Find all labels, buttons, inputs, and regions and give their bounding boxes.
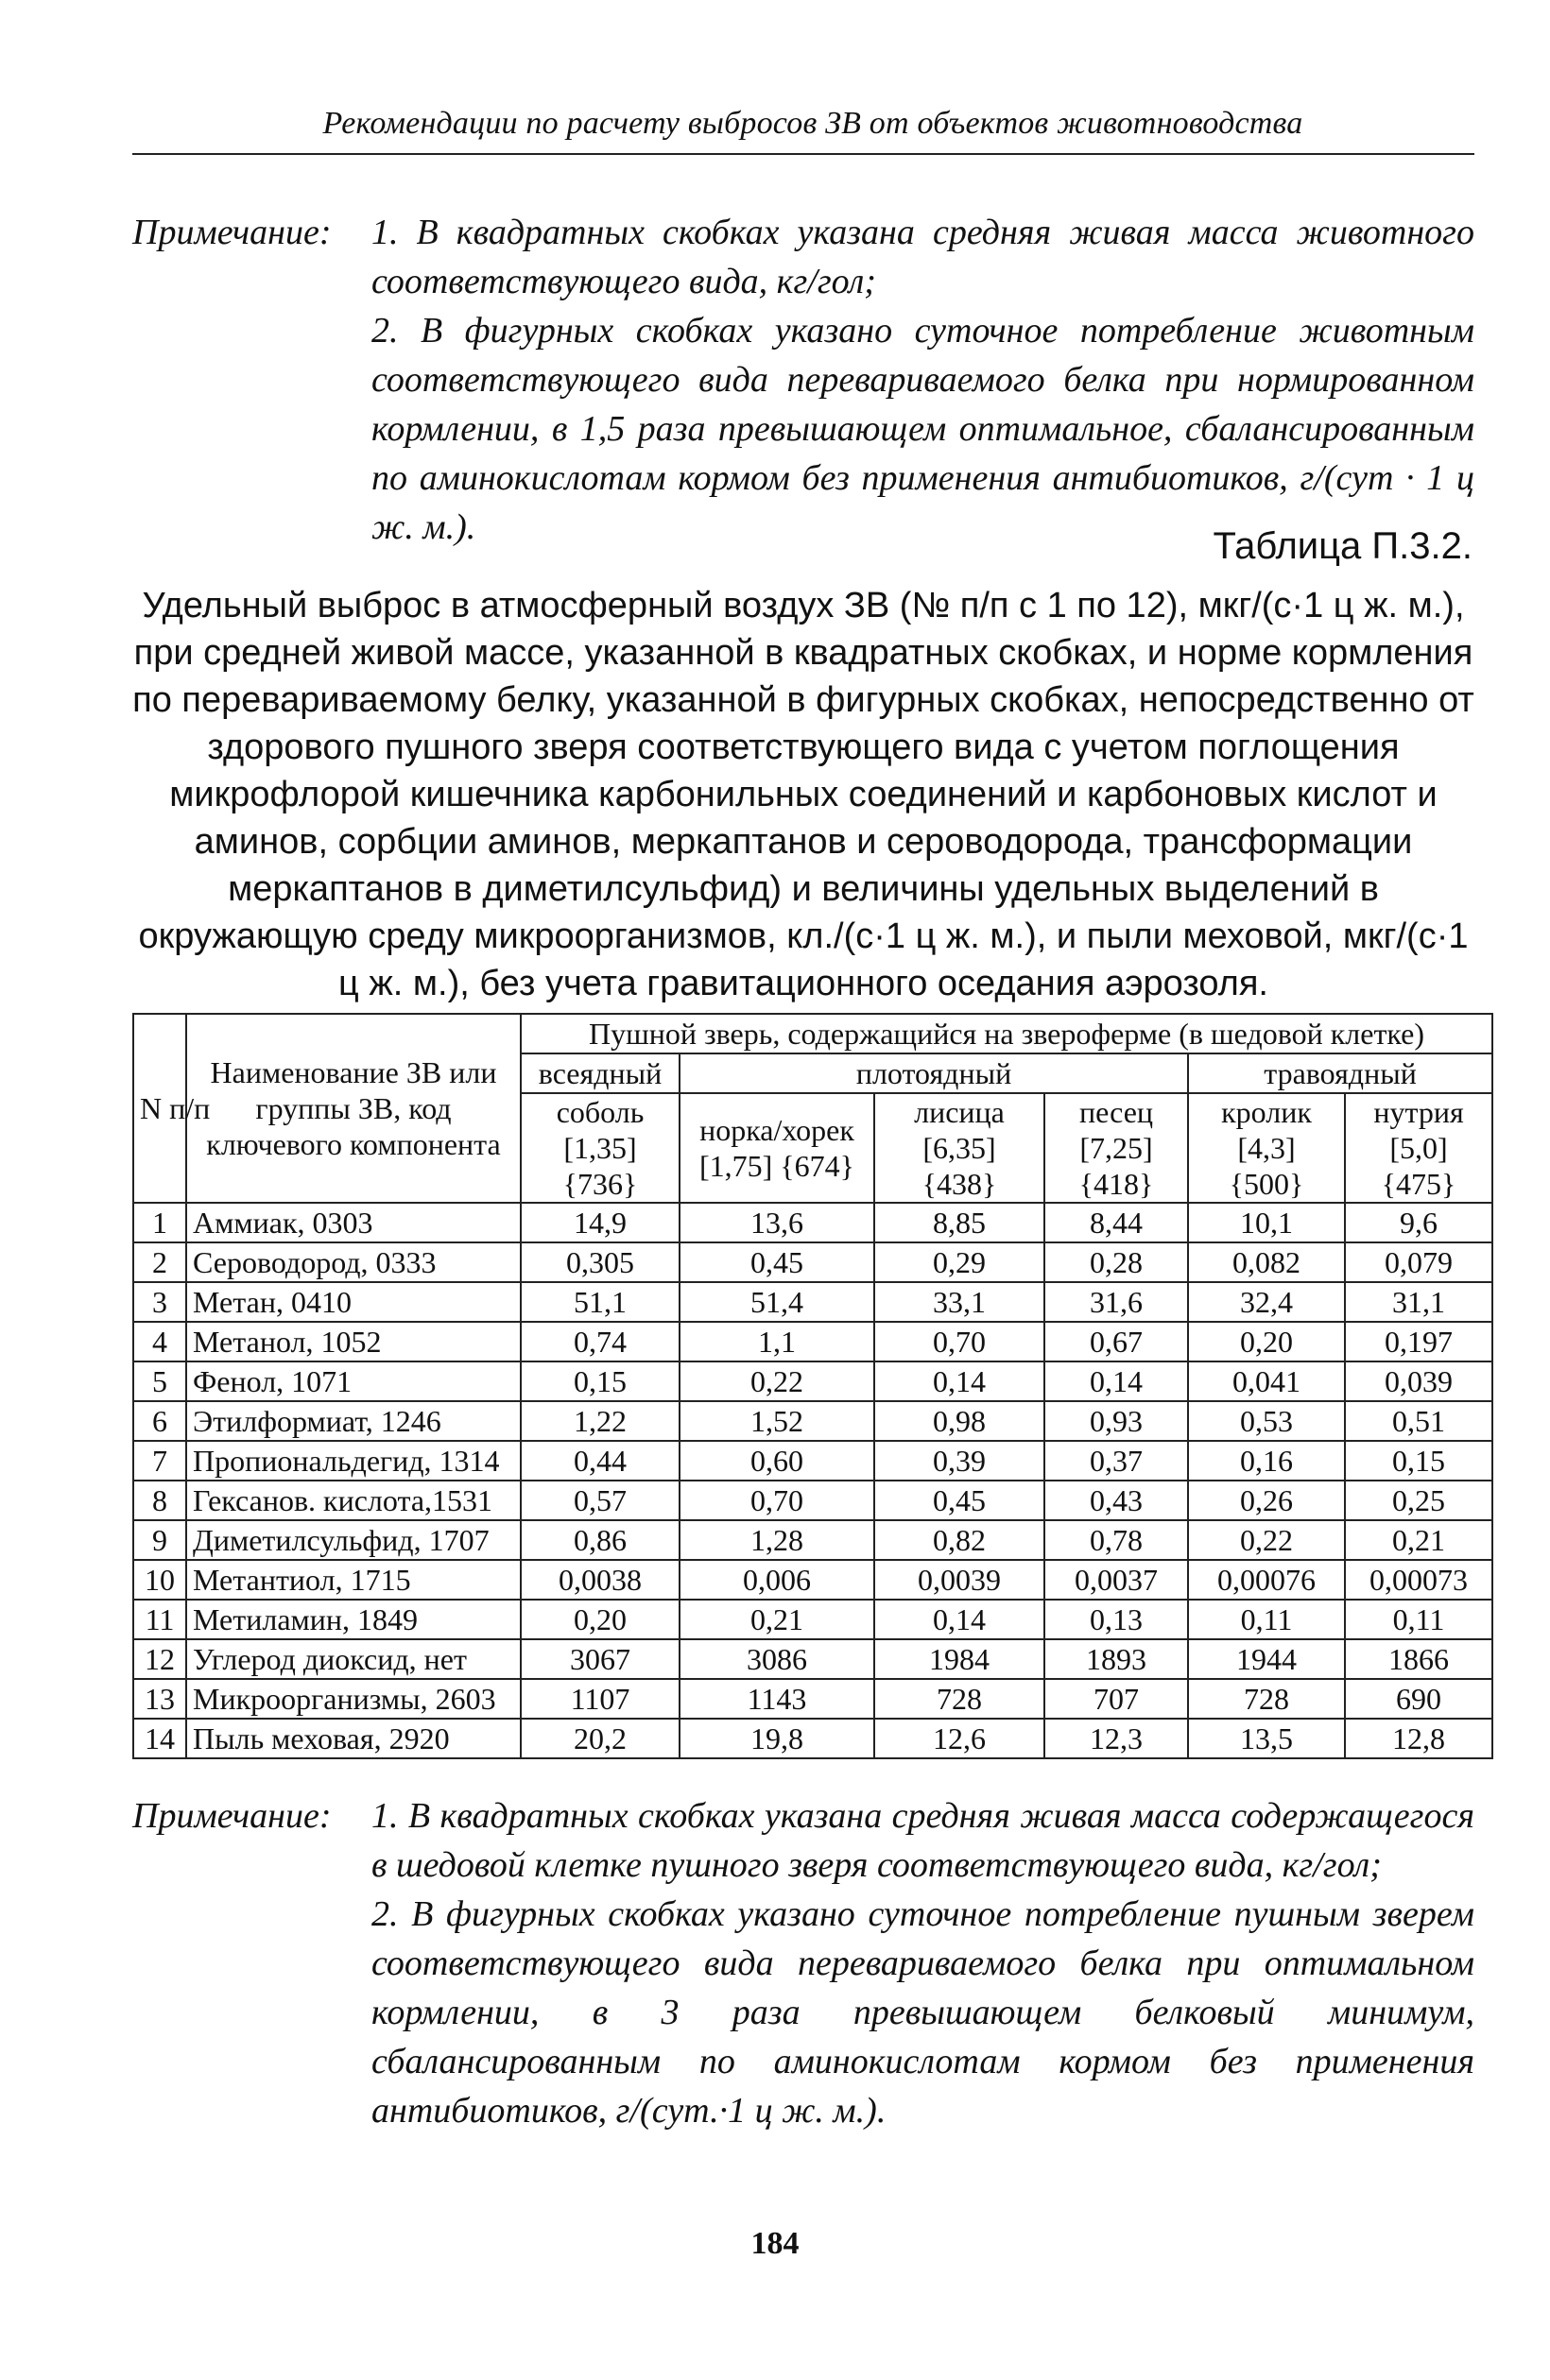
emission-value: 0,29 [874, 1242, 1044, 1282]
pollutant-name: Диметилсульфид, 1707 [186, 1520, 521, 1560]
col-header-name: Наименование ЗВ или группы ЗВ, код ключевого компонента [186, 1014, 521, 1203]
row-number: 10 [133, 1560, 186, 1600]
table-row [133, 1401, 1492, 1441]
emission-value: 0,15 [521, 1361, 680, 1401]
emission-value: 0,006 [680, 1560, 874, 1600]
table-row [133, 1282, 1492, 1322]
emission-value: 0,0037 [1044, 1560, 1188, 1600]
pollutant-name: Метан, 0410 [186, 1282, 521, 1322]
row-number: 14 [133, 1719, 186, 1758]
table-row [133, 1639, 1492, 1679]
emission-value: 0,60 [680, 1441, 874, 1481]
emission-value: 0,43 [1044, 1481, 1188, 1520]
pollutant-name: Гексанов. кислота,1531 [186, 1481, 521, 1520]
note-bottom-item-2: 2. В фигурных скобках указано суточное потребление пушным зверем соответствующего вида перевариваемого белка при оптимальном кормлении, в 3 раза превышающем белковый минимум, сбалансированным по аминокислотам кормом без применения антибиотиков, г/(сут.·1 ц ж. м.). [371, 1894, 1474, 2131]
emission-value: 0,16 [1188, 1441, 1345, 1481]
table-row [133, 1520, 1492, 1560]
emission-value: 1944 [1188, 1639, 1345, 1679]
emission-value: 13,6 [680, 1203, 874, 1242]
table-row [133, 1600, 1492, 1639]
emission-value: 3067 [521, 1639, 680, 1679]
emission-value: 0,0039 [874, 1560, 1044, 1600]
emission-value: 31,1 [1345, 1282, 1492, 1322]
emission-value: 0,14 [874, 1600, 1044, 1639]
emission-value: 51,4 [680, 1282, 874, 1322]
animal-header: песец [7,25] {418} [1044, 1093, 1188, 1203]
emission-value: 0,44 [521, 1441, 680, 1481]
emission-value: 0,039 [1345, 1361, 1492, 1401]
note-top-item-1: 1. В квадратных скобках указана средняя живая масса животного соответствующего вида, кг/гол; [371, 213, 1474, 301]
pollutant-name: Микроорганизмы, 2603 [186, 1679, 521, 1719]
table-row [133, 1203, 1492, 1242]
col-header-group: Пушной зверь, содержащийся на звероферме (в шедовой клетке) [521, 1014, 1492, 1053]
emission-value: 19,8 [680, 1719, 874, 1758]
row-number: 1 [133, 1203, 186, 1242]
emission-value: 0,98 [874, 1401, 1044, 1441]
pollutant-name: Метантиол, 1715 [186, 1560, 521, 1600]
emission-value: 0,21 [1345, 1520, 1492, 1560]
row-number: 8 [133, 1481, 186, 1520]
emission-value: 0,39 [874, 1441, 1044, 1481]
emission-value: 1,22 [521, 1401, 680, 1441]
emission-value: 0,86 [521, 1520, 680, 1560]
diet-omnivore: всеядный [521, 1053, 680, 1093]
emission-value: 0,082 [1188, 1242, 1345, 1282]
emission-value: 8,85 [874, 1203, 1044, 1242]
row-number: 4 [133, 1322, 186, 1361]
emission-value: 0,197 [1345, 1322, 1492, 1361]
col-header-number: N п/п [133, 1014, 186, 1203]
table-row [133, 1441, 1492, 1481]
note-bottom-item-1: 1. В квадратных скобках указана средняя живая масса содержащегося в шедовой клетке пушного зверя соответствующего вида, кг/гол; [371, 1796, 1474, 1885]
emission-value: 0,57 [521, 1481, 680, 1520]
pollutant-name: Фенол, 1071 [186, 1361, 521, 1401]
row-number: 7 [133, 1441, 186, 1481]
row-number: 3 [133, 1282, 186, 1322]
emission-value: 690 [1345, 1679, 1492, 1719]
emission-value: 13,5 [1188, 1719, 1345, 1758]
emission-value: 0,11 [1345, 1600, 1492, 1639]
table-body [133, 1203, 1492, 1758]
emission-value: 0,11 [1188, 1600, 1345, 1639]
note-top-item-2: 2. В фигурных скобках указано суточное потребление животным соответствующего вида перевариваемого белка при нормированном кормлении, в 1,5 раза превышающем оптимальное, сбалансированным по аминокислотам кормом без применения антибиотиков, г/(сут · 1 ц ж. м.). [371, 311, 1474, 547]
emission-value: 0,305 [521, 1242, 680, 1282]
table-caption: Удельный выброс в атмосферный воздух ЗВ (№ п/п с 1 по 12), мкг/(с·1 ц ж. м.), при средней живой массе, указанной в квадратных скобках, и норме кормления по перевариваемому белку, указанной в фигурных скобках, непосредственно от здорового пушного зверя соответствующего вида с учетом поглощения микрофлорой кишечника карбонильных соединений и карбоновых кислот и аминов, сорбции аминов, меркаптанов и сероводорода, трансформации меркаптанов в диметилсульфид) и величины удельных выделений в окружающую среду микроорганизмов, кл./(с·1 ц ж. м.), и пыли меховой, мкг/(с·1 ц ж. м.), без учета гравитационного оседания аэрозоля. [132, 586, 1474, 1003]
emission-value: 51,1 [521, 1282, 680, 1322]
row-number: 2 [133, 1242, 186, 1282]
emission-value: 0,22 [1188, 1520, 1345, 1560]
emission-value: 1107 [521, 1679, 680, 1719]
emission-value: 31,6 [1044, 1282, 1188, 1322]
emission-value: 20,2 [521, 1719, 680, 1758]
emission-value: 0,22 [680, 1361, 874, 1401]
emission-value: 0,53 [1188, 1401, 1345, 1441]
row-number: 13 [133, 1679, 186, 1719]
animal-header: кролик [4,3] {500} [1188, 1093, 1345, 1203]
note-bottom-label: Примечание: [132, 1796, 332, 1836]
emission-value: 12,8 [1345, 1719, 1492, 1758]
animal-header: лисица [6,35] {438} [874, 1093, 1044, 1203]
pollutant-name: Углерод диоксид, нет [186, 1639, 521, 1679]
row-number: 6 [133, 1401, 186, 1441]
row-number: 12 [133, 1639, 186, 1679]
emission-value: 0,45 [680, 1242, 874, 1282]
emission-value: 0,00076 [1188, 1560, 1345, 1600]
emission-value: 0,13 [1044, 1600, 1188, 1639]
row-number: 9 [133, 1520, 186, 1560]
table-row [133, 1242, 1492, 1282]
emission-value: 0,70 [680, 1481, 874, 1520]
emission-value: 0,82 [874, 1520, 1044, 1560]
pollutant-name: Пропиональдегид, 1314 [186, 1441, 521, 1481]
pollutant-name: Пыль меховая, 2920 [186, 1719, 521, 1758]
emission-value: 1,28 [680, 1520, 874, 1560]
diet-herbivore: травоядный [1188, 1053, 1492, 1093]
table-row [133, 1719, 1492, 1758]
emission-value: 0,041 [1188, 1361, 1345, 1401]
table-row [133, 1679, 1492, 1719]
emission-value: 0,51 [1345, 1401, 1492, 1441]
emission-value: 707 [1044, 1679, 1188, 1719]
running-header: Рекомендации по расчету выбросов ЗВ от объектов животноводства [322, 106, 1303, 141]
emission-value: 0,20 [1188, 1322, 1345, 1361]
animal-header: норка/хорек [1,75] {674} [680, 1093, 874, 1203]
emission-value: 0,21 [680, 1600, 874, 1639]
emission-value: 1893 [1044, 1639, 1188, 1679]
emission-value: 0,37 [1044, 1441, 1188, 1481]
animal-header: нутрия [5,0] {475} [1345, 1093, 1492, 1203]
emission-value: 1866 [1345, 1639, 1492, 1679]
emission-value: 0,25 [1345, 1481, 1492, 1520]
table-row [133, 1322, 1492, 1361]
emission-value: 0,45 [874, 1481, 1044, 1520]
emission-value: 0,079 [1345, 1242, 1492, 1282]
emission-value: 8,44 [1044, 1203, 1188, 1242]
table-row [133, 1560, 1492, 1600]
note-bottom [132, 1791, 1474, 2135]
emission-value: 728 [1188, 1679, 1345, 1719]
pollutant-name: Метанол, 1052 [186, 1322, 521, 1361]
emission-value: 0,74 [521, 1322, 680, 1361]
emission-value: 0,93 [1044, 1401, 1188, 1441]
emission-value: 0,67 [1044, 1322, 1188, 1361]
emission-value: 0,00073 [1345, 1560, 1492, 1600]
row-number: 11 [133, 1600, 186, 1639]
emission-value: 1984 [874, 1639, 1044, 1679]
emission-value: 1,1 [680, 1322, 874, 1361]
note-top-label: Примечание: [132, 213, 332, 252]
emission-value: 0,28 [1044, 1242, 1188, 1282]
emission-value: 12,6 [874, 1719, 1044, 1758]
pollutant-name: Сероводород, 0333 [186, 1242, 521, 1282]
note-top [132, 208, 1474, 552]
emission-value: 33,1 [874, 1282, 1044, 1322]
pollutant-name: Аммиак, 0303 [186, 1203, 521, 1242]
emission-value: 3086 [680, 1639, 874, 1679]
emission-value: 0,78 [1044, 1520, 1188, 1560]
emission-value: 14,9 [521, 1203, 680, 1242]
diet-carnivore: плотоядный [680, 1053, 1188, 1093]
emission-value: 9,6 [1345, 1203, 1492, 1242]
emission-value: 0,26 [1188, 1481, 1345, 1520]
pollutant-name: Этилформиат, 1246 [186, 1401, 521, 1441]
header-divider [132, 153, 1474, 155]
emission-value: 0,14 [1044, 1361, 1188, 1401]
table-row [133, 1361, 1492, 1401]
row-number: 5 [133, 1361, 186, 1401]
emission-value: 0,14 [874, 1361, 1044, 1401]
emission-value: 1,52 [680, 1401, 874, 1441]
animal-header: соболь [1,35] {736} [521, 1093, 680, 1203]
pollutant-name: Метиламин, 1849 [186, 1600, 521, 1639]
table-number: Таблица П.3.2. [1213, 525, 1472, 567]
emission-value: 12,3 [1044, 1719, 1188, 1758]
table-row [133, 1481, 1492, 1520]
emissions-table [132, 1013, 1493, 1759]
emission-value: 728 [874, 1679, 1044, 1719]
emission-value: 1143 [680, 1679, 874, 1719]
emission-value: 0,70 [874, 1322, 1044, 1361]
emission-value: 0,15 [1345, 1441, 1492, 1481]
emission-value: 32,4 [1188, 1282, 1345, 1322]
emission-value: 0,0038 [521, 1560, 680, 1600]
emission-value: 10,1 [1188, 1203, 1345, 1242]
emission-value: 0,20 [521, 1600, 680, 1639]
page-number: 184 [750, 2226, 800, 2261]
